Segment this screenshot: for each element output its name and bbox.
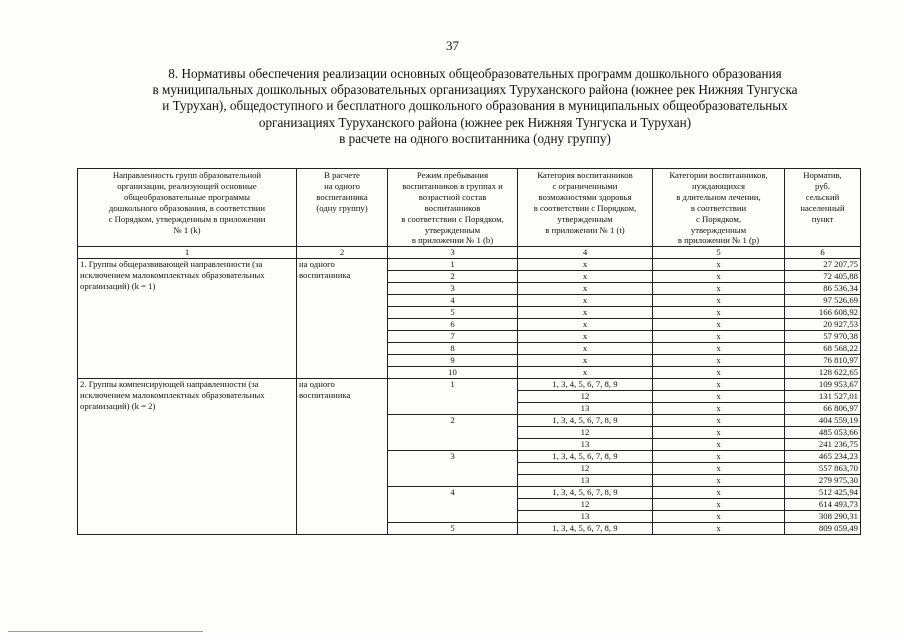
- header-line: в соответствии с Порядком,: [401, 213, 504, 224]
- column-number: 2: [297, 247, 388, 259]
- header-line: Категории воспитанников,: [669, 170, 768, 180]
- page-number: 37: [446, 38, 459, 53]
- header-line: руб.: [814, 180, 831, 191]
- stay-mode-cell: 4: [388, 487, 518, 523]
- header-line: с Порядком, утвержденным в приложении: [108, 213, 266, 224]
- treatment-category-cell: х: [653, 391, 785, 403]
- disability-category-cell: х: [518, 307, 653, 319]
- group-label: 1. Группы общеразвивающей направленности (за исключением малокомплектных образовательных организаций) (k = 1): [78, 259, 297, 379]
- title-line: 8. Нормативы обеспечения реализации основных общеобразовательных программ дошкольного образования: [168, 66, 782, 81]
- norm-value-cell: 131 527,01: [785, 391, 861, 403]
- norm-value-cell: 308 290,31: [785, 511, 861, 523]
- treatment-category-cell: х: [653, 511, 785, 523]
- group-label: 2. Группы компенсирующей направленности (за исключением малокомплектных образовательных организаций) (k = 2): [78, 379, 297, 535]
- treatment-category-cell: х: [653, 331, 785, 343]
- header-line: населенный: [800, 202, 845, 213]
- header-line: Направленность групп образовательной: [112, 170, 262, 180]
- disability-category-cell: 13: [518, 475, 653, 487]
- header-line: возможностями здоровья: [538, 191, 632, 202]
- header-line: Режим пребывания: [416, 170, 489, 180]
- scan-edge-line: [8, 631, 203, 632]
- stay-mode-cell: 5: [388, 523, 518, 535]
- treatment-category-cell: х: [653, 415, 785, 427]
- treatment-category-cell: х: [653, 463, 785, 475]
- norm-value-cell: 512 425,94: [785, 487, 861, 499]
- treatment-category-cell: х: [653, 487, 785, 499]
- norm-value-cell: 57 970,38: [785, 331, 861, 343]
- header-line: воспитанников: [424, 202, 481, 213]
- norm-value-cell: 109 953,67: [785, 379, 861, 391]
- header-line: нуждающихся: [692, 180, 745, 191]
- title-line: в расчете на одного воспитанника (одну группу): [339, 130, 611, 146]
- treatment-category-cell: х: [653, 259, 785, 271]
- header-line: сельский: [805, 191, 840, 202]
- norm-value-cell: 404 559,19: [785, 415, 861, 427]
- disability-category-cell: х: [518, 283, 653, 295]
- norm-value-cell: 68 568,22: [785, 343, 861, 355]
- header-line: в длительном лечении,: [676, 191, 761, 202]
- norm-value-cell: 279 975,30: [785, 475, 861, 487]
- header-line: в приложении № 1 (t): [545, 224, 625, 235]
- treatment-category-cell: х: [653, 523, 785, 535]
- treatment-category-cell: х: [653, 295, 785, 307]
- disability-category-cell: х: [518, 319, 653, 331]
- header-line: организации, реализующей основные: [117, 180, 257, 191]
- header-line: возрастной состав: [418, 191, 487, 202]
- column-number-row: [78, 247, 861, 259]
- disability-category-cell: 13: [518, 511, 653, 523]
- column-number: 5: [653, 247, 785, 259]
- treatment-category-cell: х: [653, 499, 785, 511]
- header-line: в приложении № 1 (p): [677, 235, 760, 246]
- disability-category-cell: х: [518, 367, 653, 379]
- header-stay-mode: [388, 169, 518, 247]
- stay-mode-cell: 2: [388, 271, 518, 283]
- disability-category-cell: 1, 3, 4, 5, 6, 7, 8, 9: [518, 523, 653, 535]
- disability-category-cell: 13: [518, 439, 653, 451]
- header-line: с Порядком,: [695, 213, 742, 224]
- norm-value-cell: 86 536,34: [785, 283, 861, 295]
- stay-mode-cell: 4: [388, 295, 518, 307]
- header-line: (одну группу): [316, 202, 368, 213]
- header-line: № 1 (k): [173, 224, 201, 235]
- treatment-category-cell: х: [653, 379, 785, 391]
- title-line: и Турухан), общедоступного и бесплатного дошкольного образования в муниципальных общеобразовательных: [162, 98, 788, 114]
- norm-value-cell: 20 927,53: [785, 319, 861, 331]
- header-line: на одного: [324, 180, 360, 191]
- table-header-row: [78, 169, 861, 247]
- title-line: организациях Туруханского района (южнее рек Нижняя Тунгуска и Турухан): [258, 114, 692, 130]
- norm-value-cell: 557 863,70: [785, 463, 861, 475]
- stay-mode-cell: 1: [388, 379, 518, 415]
- table-body: [78, 259, 861, 535]
- treatment-category-cell: х: [653, 451, 785, 463]
- header-treatment-category: [653, 169, 785, 247]
- norm-value-cell: 241 236,75: [785, 439, 861, 451]
- stay-mode-cell: 3: [388, 283, 518, 295]
- treatment-category-cell: х: [653, 271, 785, 283]
- treatment-category-cell: х: [653, 307, 785, 319]
- stay-mode-cell: 10: [388, 367, 518, 379]
- header-line: утвержденным: [557, 213, 613, 224]
- treatment-category-cell: х: [653, 403, 785, 415]
- header-line: утвержденным: [424, 224, 481, 235]
- norms-table: [77, 168, 861, 535]
- disability-category-cell: 1, 3, 4, 5, 6, 7, 8, 9: [518, 415, 653, 427]
- treatment-category-cell: х: [653, 355, 785, 367]
- header-line: в соответствии с Порядком,: [533, 202, 637, 213]
- title-line: в муниципальных дошкольных образовательных организациях Туруханского района (южнее рек Нижняя Тунгуска: [152, 82, 798, 98]
- disability-category-cell: 1, 3, 4, 5, 6, 7, 8, 9: [518, 451, 653, 463]
- header-line: В расчете: [324, 170, 360, 180]
- treatment-category-cell: х: [653, 475, 785, 487]
- header-line: Категория воспитанников: [537, 170, 633, 180]
- header-line: дошкольного образования, в соответствии: [108, 202, 266, 213]
- treatment-category-cell: х: [653, 367, 785, 379]
- header-line: утвержденным: [690, 224, 747, 235]
- norm-value-cell: 485 053,66: [785, 427, 861, 439]
- stay-mode-cell: 5: [388, 307, 518, 319]
- norm-value-cell: 66 806,97: [785, 403, 861, 415]
- disability-category-cell: 13: [518, 403, 653, 415]
- norm-value-cell: 97 526,69: [785, 295, 861, 307]
- norm-value-cell: 614 493,73: [785, 499, 861, 511]
- disability-category-cell: 12: [518, 463, 653, 475]
- norm-value-cell: 72 405,88: [785, 271, 861, 283]
- norm-value-cell: 128 622,65: [785, 367, 861, 379]
- disability-category-cell: 12: [518, 427, 653, 439]
- disability-category-cell: 12: [518, 499, 653, 511]
- stay-mode-cell: 2: [388, 415, 518, 451]
- treatment-category-cell: х: [653, 319, 785, 331]
- header-line: в соответствии: [690, 202, 747, 213]
- stay-mode-cell: 6: [388, 319, 518, 331]
- header-direction: [78, 169, 297, 247]
- norm-value-cell: 76 810,97: [785, 355, 861, 367]
- column-number: 4: [518, 247, 653, 259]
- stay-mode-cell: 7: [388, 331, 518, 343]
- stay-mode-cell: 3: [388, 451, 518, 487]
- header-line: воспитанника: [316, 191, 368, 202]
- disability-category-cell: х: [518, 343, 653, 355]
- header-line: воспитанников в группах и: [402, 180, 503, 191]
- stay-mode-cell: 1: [388, 259, 518, 271]
- stay-mode-cell: 8: [388, 343, 518, 355]
- disability-category-cell: х: [518, 259, 653, 271]
- per-pupil-label: на одного воспитанника: [297, 259, 388, 379]
- disability-category-cell: х: [518, 355, 653, 367]
- column-number: 6: [785, 247, 861, 259]
- treatment-category-cell: х: [653, 283, 785, 295]
- header-line: пункт: [811, 213, 834, 224]
- treatment-category-cell: х: [653, 343, 785, 355]
- disability-category-cell: 1, 3, 4, 5, 6, 7, 8, 9: [518, 379, 653, 391]
- treatment-category-cell: х: [653, 439, 785, 451]
- disability-category-cell: 12: [518, 391, 653, 403]
- disability-category-cell: х: [518, 295, 653, 307]
- table-row: [78, 379, 861, 391]
- disability-category-cell: х: [518, 271, 653, 283]
- norm-value-cell: 27 207,75: [785, 259, 861, 271]
- header-line: общеобразовательные программы: [123, 191, 250, 202]
- header-norm: [785, 169, 861, 247]
- header-per-pupil: [297, 169, 388, 247]
- stay-mode-cell: 9: [388, 355, 518, 367]
- header-line: с ограниченными: [552, 180, 618, 191]
- header-line: Норматив,: [803, 170, 842, 180]
- disability-category-cell: 1, 3, 4, 5, 6, 7, 8, 9: [518, 487, 653, 499]
- header-disability-category: [518, 169, 653, 247]
- header-line: в приложении № 1 (b): [411, 235, 494, 246]
- column-number: 3: [388, 247, 518, 259]
- section-title: [70, 66, 880, 147]
- norm-value-cell: 809 059,49: [785, 523, 861, 535]
- norm-value-cell: 166 608,92: [785, 307, 861, 319]
- table-row: [78, 259, 861, 271]
- column-number: 1: [78, 247, 297, 259]
- treatment-category-cell: х: [653, 427, 785, 439]
- disability-category-cell: х: [518, 331, 653, 343]
- norm-value-cell: 465 234,23: [785, 451, 861, 463]
- per-pupil-label: на одного воспитанника: [297, 379, 388, 535]
